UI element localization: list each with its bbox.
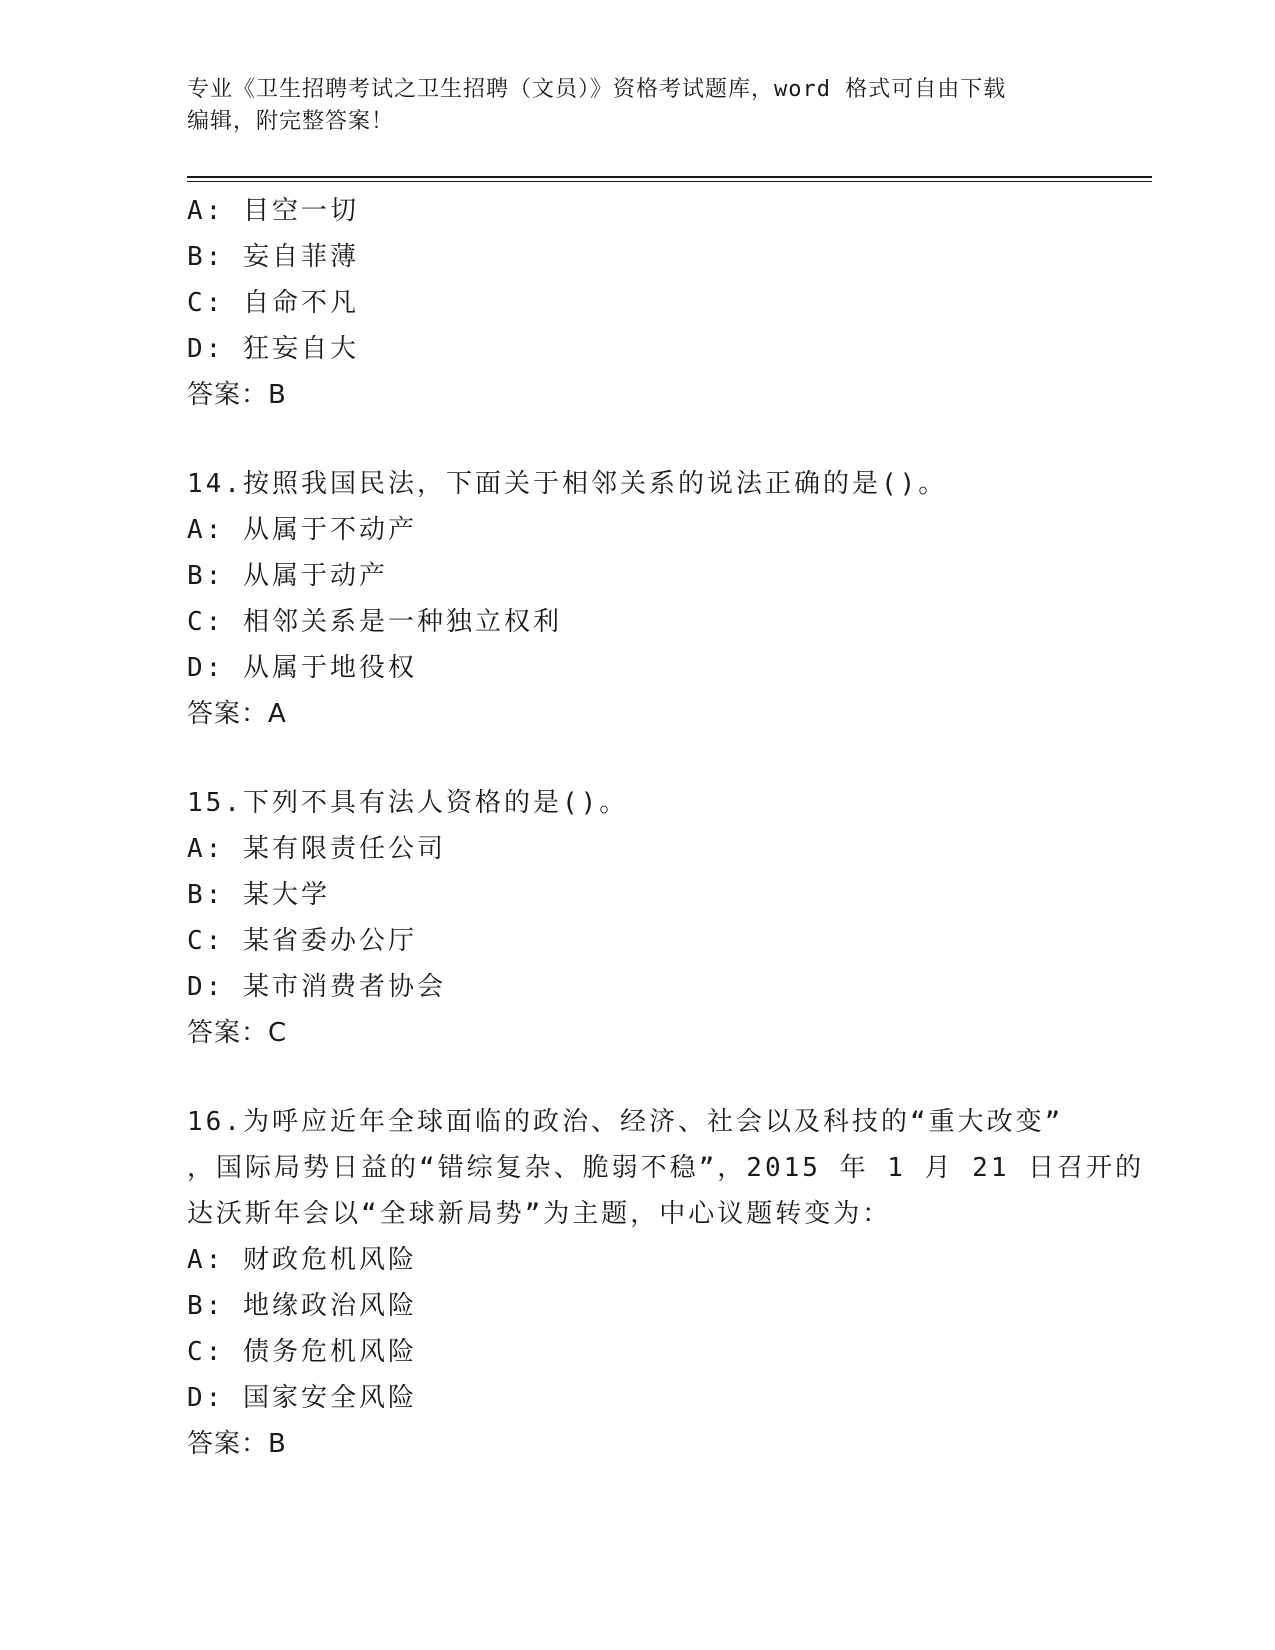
option-c: C: 自命不凡 (187, 288, 359, 318)
header-rule-thick (187, 176, 1152, 178)
spacer (187, 737, 1147, 780)
answer-line: 答案：B (187, 1429, 287, 1459)
header-line-2: 编辑，附完整答案！ (187, 109, 395, 134)
option-c: C: 债务危机风险 (187, 1337, 417, 1367)
question-text-line-1: 16.为呼应近年全球面临的政治、经济、社会以及科技的“重大改变” (187, 1107, 1064, 1137)
option-b: B: 某大学 (187, 880, 330, 910)
option-a: A: 目空一切 (187, 196, 359, 226)
question-block-16 (187, 1099, 1147, 1467)
option-b: B: 妄自菲薄 (187, 242, 359, 272)
question-list (187, 188, 1147, 1467)
option-c: C: 相邻关系是一种独立权利 (187, 607, 562, 637)
option-a: A: 财政危机风险 (187, 1245, 417, 1275)
spacer (187, 1056, 1147, 1099)
spacer (187, 418, 1147, 461)
option-d: D: 某市消费者协会 (187, 972, 446, 1002)
header-line-1: 专业《卫生招聘考试之卫生招聘（文员）》资格考试题库，word 格式可自由下载 (187, 77, 1007, 102)
document-header (187, 74, 1087, 138)
answer-line: 答案：C (187, 1018, 288, 1048)
question-block-14 (187, 461, 1147, 737)
question-block-15 (187, 780, 1147, 1056)
question-text-line-3: 达沃斯年会以“全球新局势”为主题，中心议题转变为： (187, 1199, 892, 1229)
option-d: D: 国家安全风险 (187, 1383, 417, 1413)
answer-line: 答案：B (187, 380, 287, 410)
option-d: D: 狂妄自大 (187, 334, 359, 364)
option-a: A: 从属于不动产 (187, 515, 417, 545)
option-b: B: 地缘政治风险 (187, 1291, 417, 1321)
option-c: C: 某省委办公厅 (187, 926, 417, 956)
answer-line: 答案：A (187, 699, 287, 729)
question-text: 14.按照我国民法，下面关于相邻关系的说法正确的是()。 (187, 469, 948, 499)
question-block-13 (187, 188, 1147, 418)
option-a: A: 某有限责任公司 (187, 834, 446, 864)
question-text: 15.下列不具有法人资格的是()。 (187, 788, 629, 818)
option-d: D: 从属于地役权 (187, 653, 417, 683)
header-rule-thin (187, 181, 1152, 182)
question-text-line-2: ，国际局势日益的“错综复杂、脆弱不稳”，2015 年 1 月 21 日召开的 (187, 1153, 1145, 1183)
option-b: B: 从属于动产 (187, 561, 388, 591)
